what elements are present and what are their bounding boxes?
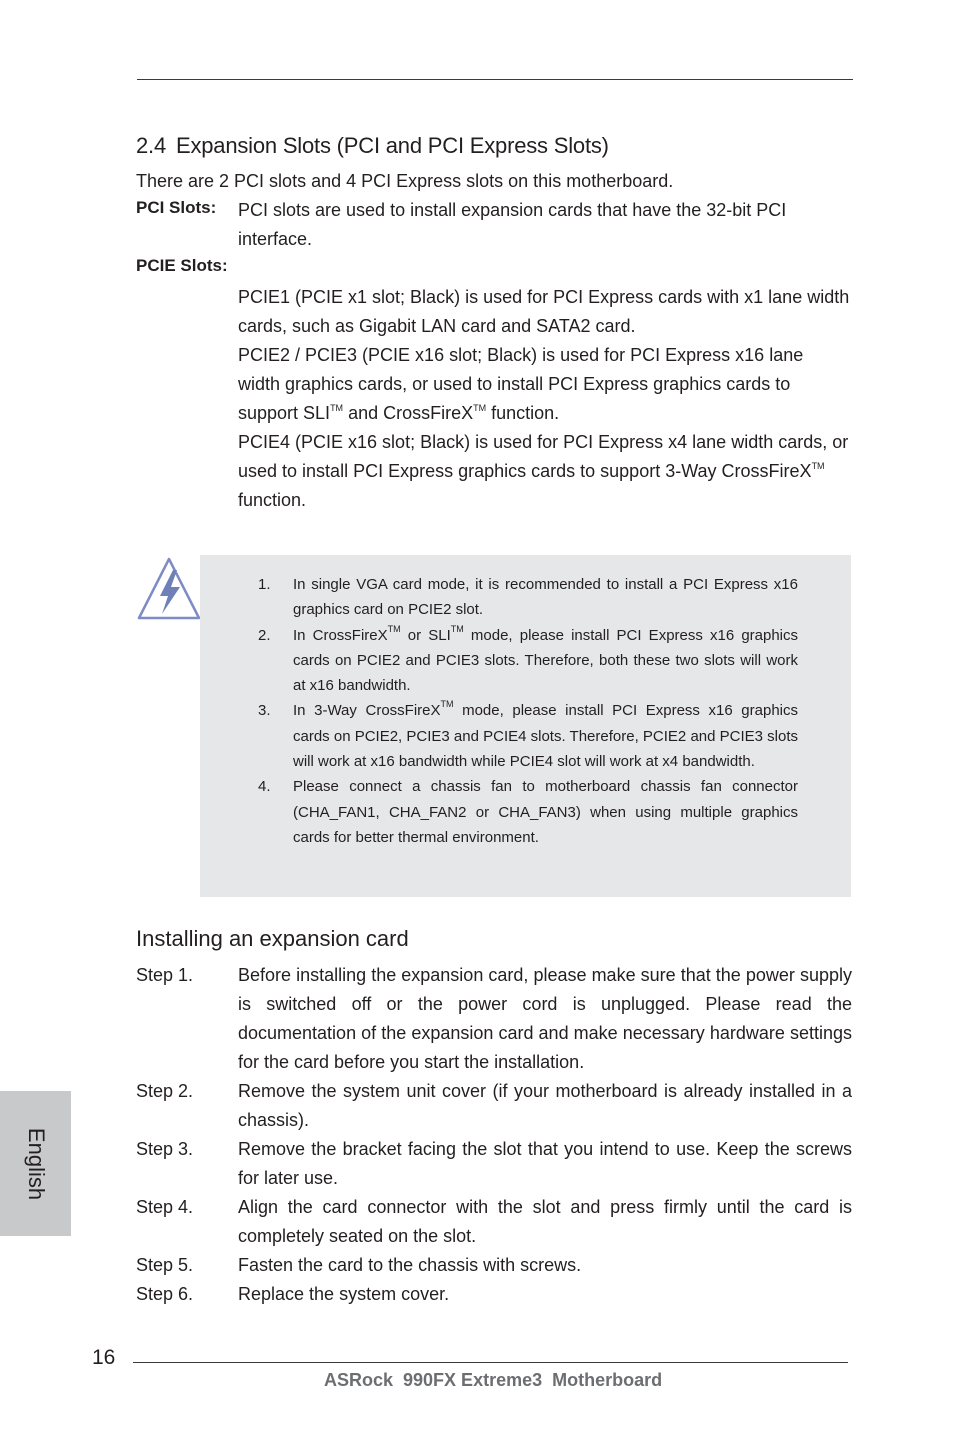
language-side-tab <box>0 1091 71 1236</box>
trademark: TM <box>450 623 464 634</box>
step-text: Before installing the expansion card, please make sure that the power supply is switched off or the power cord is unplugged. Please read the documentation of the expansion card and make necessary hardware settings for the card before you start the installation. <box>238 965 852 1072</box>
note-text: In CrossFireX <box>293 626 388 644</box>
section-heading <box>136 133 609 159</box>
step-label: Step 1. <box>136 965 194 985</box>
pcie23-text-a: PCIE2 / PCIE3 (PCIE x16 slot; Black) is used for PCI Express x16 lane width graphics cards, or used to install PCI Express graphics cards to support SLI <box>238 345 804 423</box>
note-item <box>258 698 798 774</box>
pcie4-description <box>238 428 850 515</box>
warning-lightning-icon <box>136 556 202 622</box>
pcie23-text-b: and CrossFireX <box>343 403 474 423</box>
pcie1-description: PCIE1 (PCIE x1 slot; Black) is used for PCI Express cards with x1 lane width cards, such as Gigabit LAN card and SATA2 card. <box>238 287 850 336</box>
step-row <box>136 1251 852 1280</box>
note-item <box>258 572 798 623</box>
pci-slots-description: PCI slots are used to install expansion cards that have the 32-bit PCI interface. <box>238 200 787 249</box>
note-text: mode, please install PCI Express x16 graphics cards on PCIE2 and PCIE3 slots. Therefore, both these two slots will work at x16 bandwidth. <box>293 626 799 695</box>
note-text: In single VGA card mode, it is recommended to install a PCI Express x16 graphics card on PCIE2 slot. <box>293 576 798 619</box>
section-number: 2.4 <box>136 133 166 158</box>
step-text: Remove the system unit cover (if your motherboard is already installed in a chassis). <box>238 1081 852 1130</box>
step-row <box>136 1135 852 1193</box>
step-row <box>136 1280 852 1309</box>
note-text: or SLI <box>400 626 451 644</box>
trademark: TM <box>440 699 454 710</box>
section-title: Expansion Slots (PCI and PCI Express Slots) <box>175 133 609 158</box>
note-text: Please connect a chassis fan to motherboard chassis fan connector (CHA_FAN1, CHA_FAN2 or CHA_FAN3) when using multiple graphics cards for better thermal environment. <box>293 778 798 846</box>
step-label: Step 5. <box>136 1255 194 1275</box>
pcie-slots-description <box>238 283 850 515</box>
note-item <box>258 623 798 699</box>
trademark: TM <box>330 403 344 413</box>
note-text: In 3-Way CrossFireX <box>293 702 441 720</box>
pcie2-pcie3-description <box>238 341 850 428</box>
step-row <box>136 1193 852 1251</box>
section-intro: There are 2 PCI slots and 4 PCI Express slots on this motherboard. <box>136 171 674 191</box>
note-item <box>258 774 798 850</box>
page-number: 16 <box>92 1346 116 1369</box>
step-label: Step 6. <box>136 1284 194 1304</box>
trademark: TM <box>811 461 825 471</box>
note-number: 1. <box>258 576 271 593</box>
trademark: TM <box>387 623 401 634</box>
top-rule <box>137 79 853 80</box>
install-steps <box>136 961 852 1309</box>
step-label: Step 2. <box>136 1081 194 1101</box>
step-row <box>136 1077 852 1135</box>
note-number: 4. <box>258 778 271 796</box>
pcie-slots-label: PCIE Slots: <box>136 256 228 275</box>
step-text: Align the card connector with the slot and press firmly until the card is completely seated on the slot. <box>238 1197 852 1246</box>
trademark: TM <box>473 403 487 413</box>
step-row <box>136 961 852 1077</box>
note-number: 3. <box>258 702 271 720</box>
note-number: 2. <box>258 626 271 644</box>
pcie23-text-c: function. <box>486 403 560 423</box>
step-label: Step 3. <box>136 1139 194 1159</box>
bottom-rule <box>133 1362 848 1363</box>
pcie4-text-a: PCIE4 (PCIE x16 slot; Black) is used for PCI Express x4 lane width cards, or used to install PCI Express graphics cards to support 3-Way CrossFireX <box>238 432 849 481</box>
notes-list <box>258 572 798 850</box>
step-label: Step 4. <box>136 1197 194 1217</box>
step-text: Fasten the card to the chassis with screws. <box>238 1255 582 1275</box>
language-label: English <box>23 1127 49 1200</box>
note-text: mode, please install PCI Express x16 graphics cards on PCIE2, PCIE3 and PCIE4 slots. Therefore, PCIE2 and PCIE3 slots will work at x16 bandwidth while PCIE4 slot will work at x4 bandwidth. <box>293 702 798 771</box>
footer-title: ASRock 990FX Extreme3 Motherboard <box>324 1370 663 1390</box>
pci-slots-label: PCI Slots: <box>136 198 217 217</box>
step-text: Remove the bracket facing the slot that you intend to use. Keep the screws for later use. <box>238 1139 852 1188</box>
step-text: Replace the system cover. <box>238 1284 450 1304</box>
pcie4-text-b: function. <box>238 490 307 510</box>
install-heading: Installing an expansion card <box>136 926 409 951</box>
